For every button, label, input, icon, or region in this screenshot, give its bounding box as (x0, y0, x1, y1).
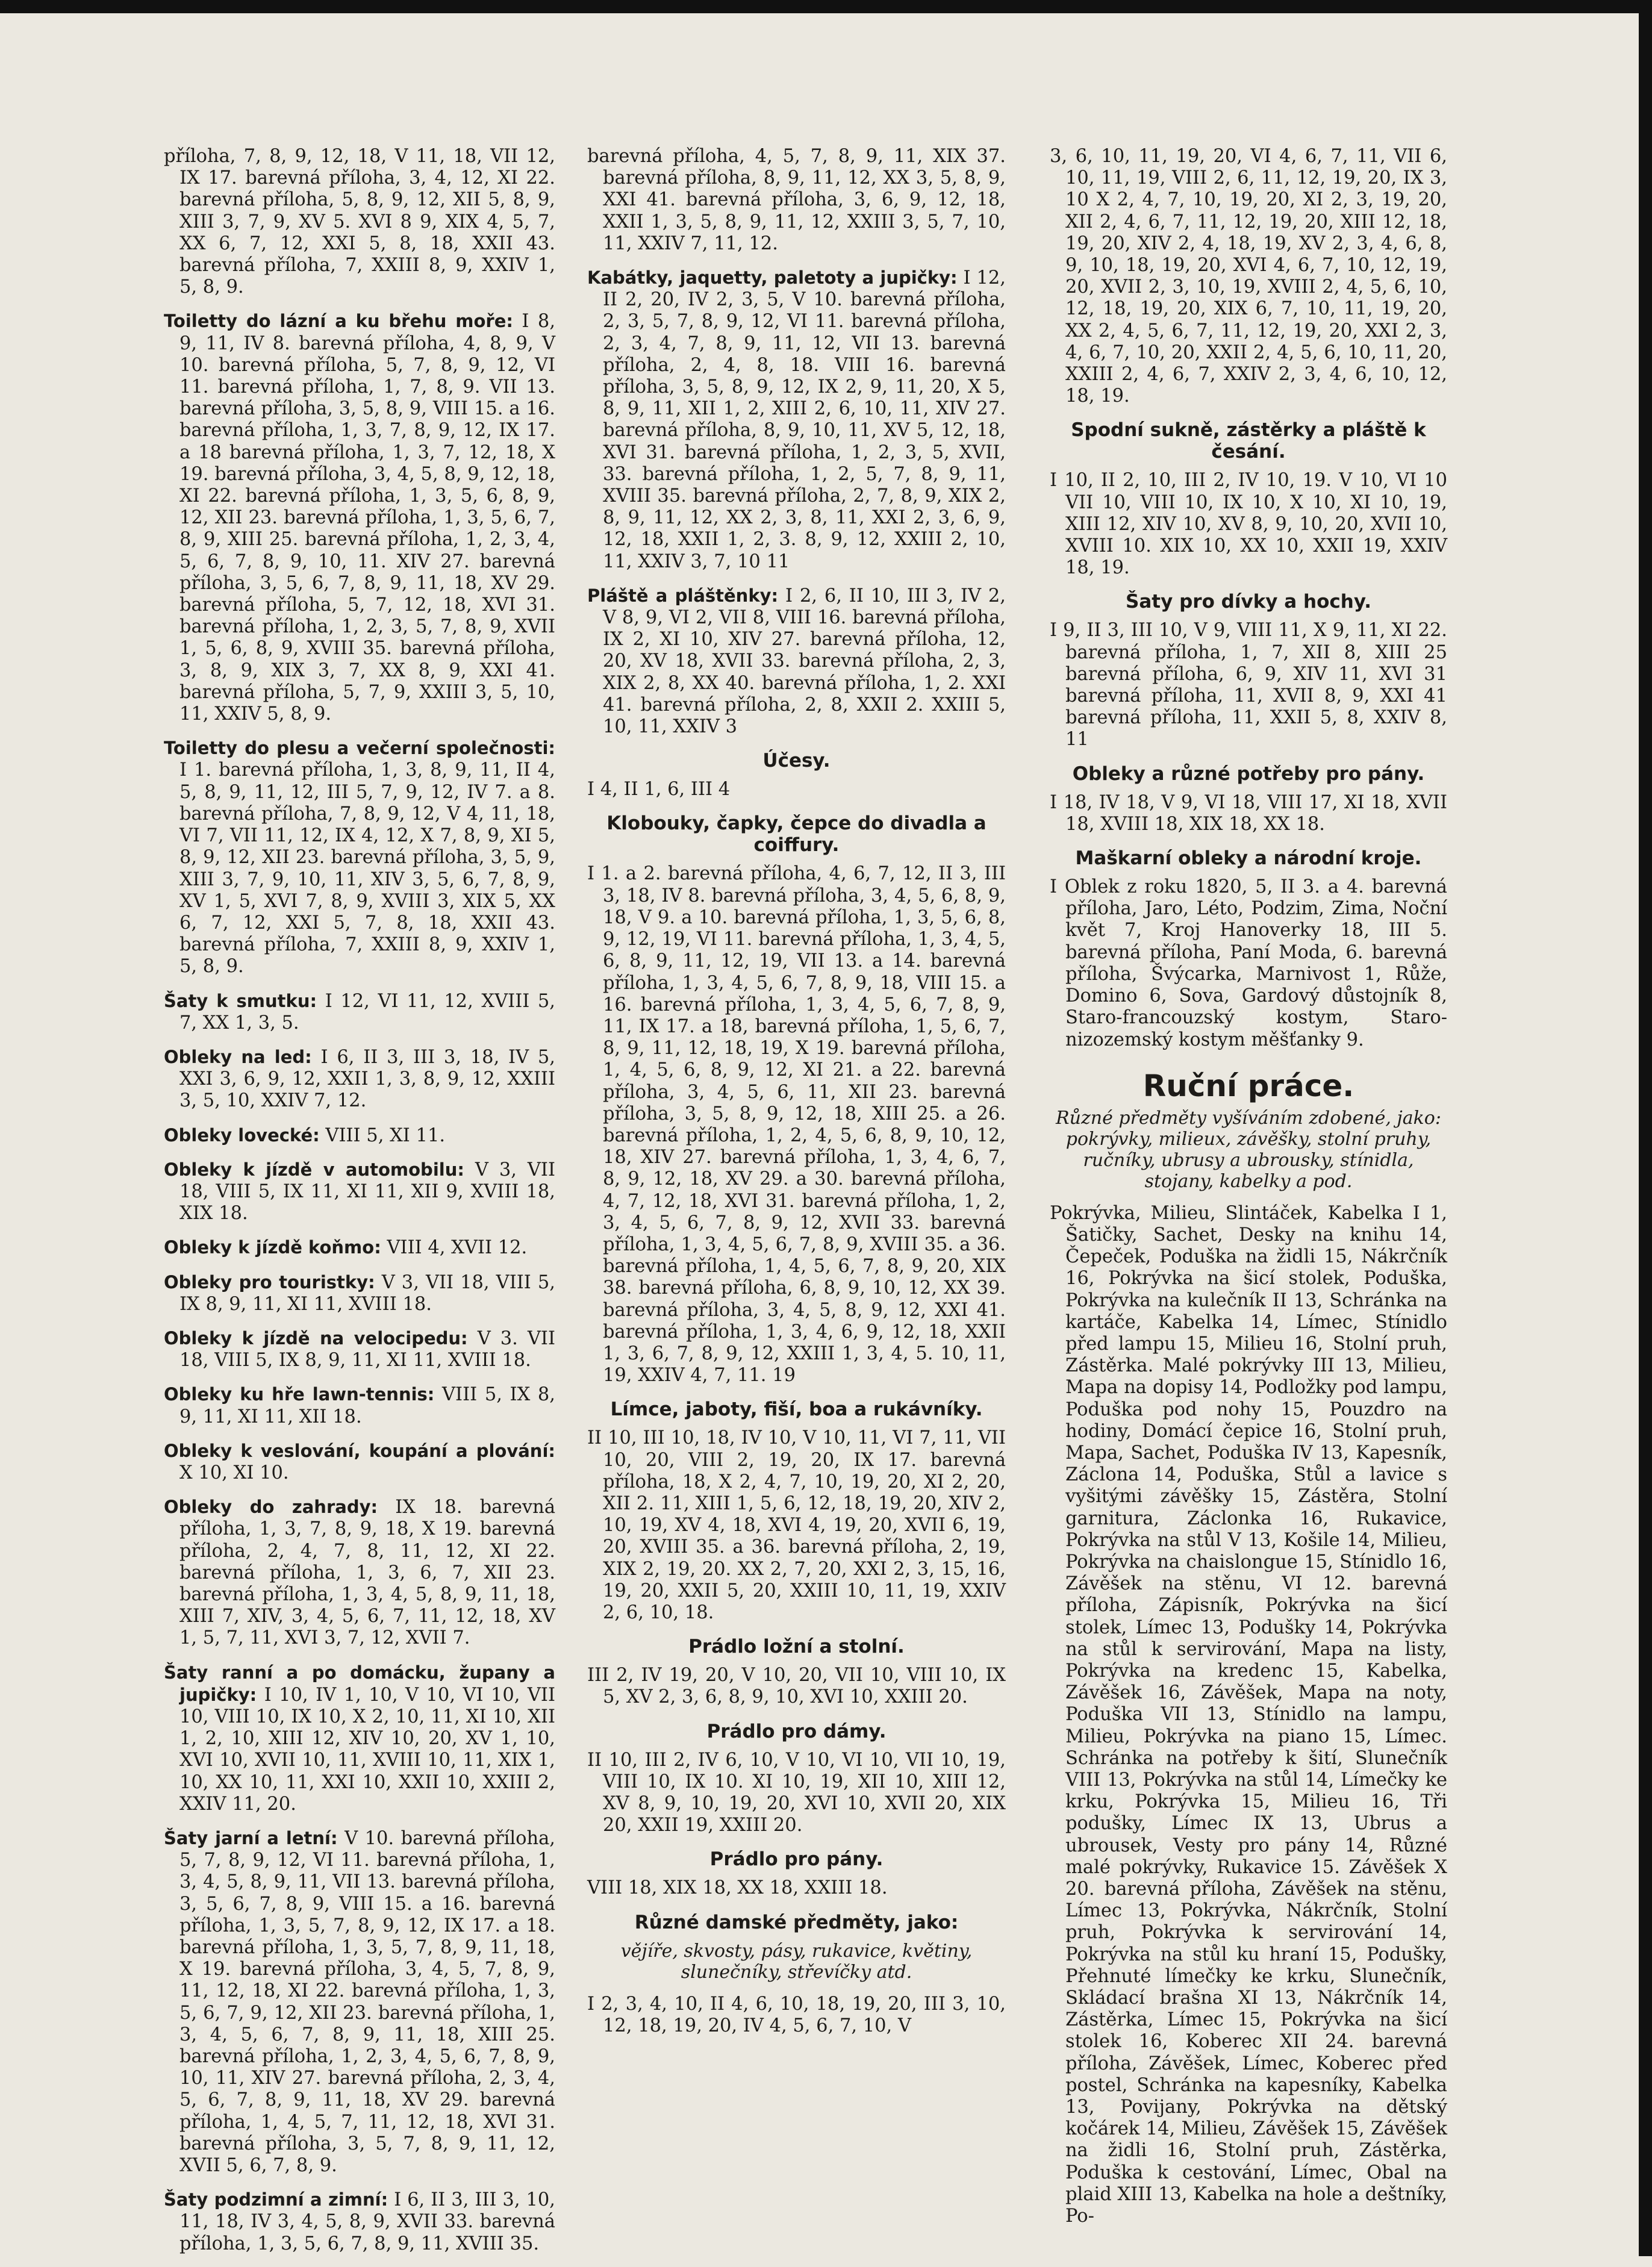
section-description: vějíře, skvosty, pásy, rukavice, květiny, slunečníky, střevíčky atd. (620, 1940, 973, 1983)
index-entry: Obleky lovecké: VIII 5, XI 11. (164, 1124, 446, 1146)
entry-heading: Obleky pro touristky: (164, 1271, 375, 1293)
section-heading: Prádlo pro pány. (709, 1848, 884, 1871)
index-column-2 (587, 146, 1006, 2049)
entry-heading: Šaty ranní a po domácku, župany a jupičky: (164, 1662, 555, 1705)
entry-heading: Obleky k jízdě na velocipedu: (164, 1327, 468, 1349)
index-entry: Toiletty do lázní a ku břehu moře: I 8, 9, 11, IV 8. barevná příloha, 4, 8, 9, V 10. barevná příloha, 5, 7, 8, 9, 12, VI 11. barevná příloha, 1, 7, 8, 9. VII 13. barevná příloha, 3, 5, 8, 9, VIII 15. a 16. barevná příloha, 1, 3, 7, 8, 9, 12, IX 17. a 18 barevná příloha, 1, 3, 7, 12, 18, X 19. barevná příloha, 3, 4, 5, 8, 9, 12, 18, XI 22. barevná příloha, 1, 3, 5, 6, 8, 9, 12, XII 23. barevná příloha, 1, 3, 5, 6, 7, 8, 9, XIII 25. barevná příloha, 1, 2, 3, 4, 5, 6, 7, 8, 9, 10, 11. XIV 27. barevná příloha, 3, 5, 6, 7, 8, 9, 11, 18, XV 29. barevná příloha, 5, 7, 12, 18, XVI 31. barevná příloha, 1, 2, 3, 5, 7, 8, 9, XVII 1, 5, 6, 8, 9, XVIII 35. barevná příloha, 3, 8, 9, XIX 3, 7, XX 8, 9, XXI 41. barevná příloha, 5, 7, 9, XXIII 3, 5, 10, 11, XXIV 5, 8, 9. (164, 311, 556, 725)
section-heading: Účesy. (762, 750, 831, 772)
entry-heading: Toiletty do plesu a večerní společnosti: (164, 738, 555, 759)
index-entry: Šaty jarní a letní: V 10. barevná příloha, 5, 7, 8, 9, 12, VI 11. barevná příloha, 1, 3, 4, 5, 8, 9, 11, VII 13. barevná příloha, 3, 5, 6, 7, 8, 9, VIII 15. a 16. barevná příloha, 1, 3, 5, 7, 8, 9, 12, IX 17. a 18. barevná příloha, 1, 3, 5, 7, 8, 9, 11, 18, X 19. barevná příloha, 3, 4, 5, 7, 8, 9, 11, 12, 18, XI 22. barevná příloha, 1, 3, 5, 6, 7, 9, 12, XII 23. barevná příloha, 1, 3, 4, 5, 6, 7, 8, 9, 11, 18, XIII 25. barevná příloha, 1, 2, 3, 4, 5, 6, 7, 8, 9, 10, 11, XIV 27. barevná příloha, 2, 3, 4, 5, 6, 7, 8, 9, 11, 18, XV 29. barevná příloha, 1, 4, 5, 7, 11, 12, 18, XVI 31. barevná příloha, 3, 5, 7, 8, 9, 11, 12, XVII 5, 6, 7, 8, 9. (164, 1828, 556, 2177)
index-entry: Pokrývka, Milieu, Slintáček, Kabelka I 1, Šatičky, Sachet, Desky na knihu 14, Čepeček, Poduška na židli 15, Nákrčník 16, Pokrývka na šicí stolek, Poduška, Pokrývka na kulečník II 13, Schránka na kartáče, Kabelka 14, Límec, Stínidlo před lampu 15, Milieu 16, Stolní pruh, Zástěrka. Malé pokrývky III 13, Milieu, Mapa na dopisy 14, Podložky pod lampu, Poduška pod nohy 15, Pouzdro na hodiny, Domácí čepice 16, Stolní pruh, Mapa, Sachet, Poduška IV 13, Kapesník, Záclona 14, Poduška, Stůl a lavice s vyšitými závěšky 15, Zástěra, Stolní garnitura, Záclonka 16, Rukavice, Pokrývka na stůl V 13, Košile 14, Milieu, Pokrývka na chaislongue 15, Stínidlo 16, Závěšek na stěnu, VI 12. barevná příloha, Zápisník, Pokrývka na šicí stolek, Límec 13, Podušky 14, Pokrývka na stůl k servirování, Mapa na listy, Pokrývka na kredenc 15, Kabelka, Závěšek 16, Závěšek, Mapa na noty, Poduška VII 13, Stínidlo na lampu, Milieu, Pokrývka na piano 15, Límec. Schránka na potřeby k šití, Slunečník VIII 13, Pokrývka na stůl 14, Límečky ke krku, Pokrývka 15, Milieu 16, Tři podušky, Límec IX 13, Ubrus a ubrousek, Vesty pro pány 14, Různé malé pokrývky, Rukavice 15. Závěšek X 20. barevná příloha, Závěšek na stěnu, Límec 13, Pokrývka, Nákrčník, Stolní pruh, Pokrývka k servirování 14, Pokrývka na stůl ku hraní 15, Podušky, Přehnuté límečky ke krku, Slunečník, Skládací brašna XI 13, Nákrčník 14, Zástěrka, Límec 15, Pokrývka na šicí stolek 16, Koberec XII 24. barevná příloha, Závěšek, Límec, Koberec před postel, Schránka na kapesníky, Kabelka 13, Povijany, Pokrývka na dětský kočárek 14, Milieu, Závěšek 15, Závěšek na židli 16, Stolní pruh, Zástěrka, Poduška k cestování, Límec, Obal na plaid XIII 13, Kabelka na hole a deštníky, Po- (1050, 1202, 1447, 2227)
index-entry: Pláště a pláštěnky: I 2, 6, II 10, III 3, IV 2, V 8, 9, VI 2, VII 8, VIII 16. barevná příloha, IX 2, XI 10, XIV 27. barevná příloha, 12, 20, XV 18, XVII 33. barevná příloha, 2, 3, XIX 2, 8, XX 40. barevná příloha, 1, 2. XXI 41. barevná příloha, 2, 8, XXII 2. XXIII 5, 10, 11, XXIV 3 (587, 585, 1006, 738)
index-entry: I 1. a 2. barevná příloha, 4, 6, 7, 12, II 3, III 3, 18, IV 8. barevná příloha, 3, 4, 5, 6, 8, 9, 18, V 9. a 10. barevná příloha, 1, 3, 5, 6, 8, 9, 12, 19, VI 11. barevná příloha, 1, 3, 4, 5, 6, 8, 9, 11, 12, 19, VII 13. a 14. barevná příloha, 1, 3, 4, 5, 6, 7, 8, 9, 18, VIII 15. a 16. barevná příloha, 1, 3, 4, 5, 6, 7, 8, 9, 11, IX 17. a 18, barevná příloha, 1, 5, 6, 7, 8, 9, 11, 12, 18, 19, X 19. barevná příloha, 1, 4, 5, 6, 8, 9, 12, XI 21. a 22. barevná příloha, 3, 4, 5, 6, 11, XII 23. barevná příloha, 3, 5, 8, 9, 12, 18, XIII 25. a 26. barevná příloha, 1, 2, 4, 5, 6, 8, 9, 10, 12, 18, XIV 27. barevná příloha, 1, 3, 4, 6, 7, 8, 9, 12, 18, XV 29. a 30. barevná příloha, 4, 7, 12, 18, XVI 31. barevná příloha, 1, 2, 3, 4, 5, 6, 7, 8, 9, 12, XVII 33. barevná příloha, 1, 3, 4, 5, 6, 7, 8, 9, XVIII 35. a 36. barevná příloha, 1, 4, 5, 6, 7, 8, 9, 20, XIX 38. barevná příloha, 6, 8, 9, 10, 12, XX 39. barevná příloha, 3, 4, 5, 8, 9, 12, XXI 41. barevná příloha, 1, 3, 4, 6, 9, 12, 18, XXII 1, 3, 6, 7, 8, 9, 12, XXIII 1, 3, 4, 5. 10, 11, 19, XXIV 4, 7, 11. 19 (587, 863, 1006, 1386)
section-heading: Spodní sukně, zástěrky a pláště k česání. (1071, 419, 1426, 463)
index-entry: Obleky na led: I 6, II 3, III 3, 18, IV 5, XXI 3, 6, 9, 12, XXII 1, 3, 8, 9, 12, XXIII 3, 5, 10, XXIV 7, 12. (164, 1046, 555, 1112)
index-entry: Šaty podzimní a zimní: I 6, II 3, III 3, 10, 11, 18, IV 3, 4, 5, 8, 9, XVII 33. barevná příloha, 1, 3, 5, 6, 7, 8, 9, 11, XVIII 35. (164, 2189, 555, 2254)
section-heading: Obleky a různé potřeby pro pány. (1072, 762, 1425, 785)
chapter-description: Různé předměty vyšíváním zdobené, jako: pokrývky, milieux, závěšky, stolní pruhy, ručníky, ubrusy a ubrousky, stínidla, stojany, kabelky a pod. (1056, 1107, 1441, 1192)
index-entry: II 10, III 2, IV 6, 10, V 10, VI 10, VII 10, 19, VIII 10, IX 10. XI 10, 19, XII 10, XIII 12, XV 8, 9, 10, 19, 20, XVI 10, XVII 20, XIX 20, XXII 19, XXIII 20. (587, 1749, 1006, 1836)
index-entry: Kabátky, jaquetty, paletoty a jupičky: I 12, II 2, 20, IV 2, 3, 5, V 10. barevná příloha, 2, 3, 5, 7, 8, 9, 12, VI 11. barevná příloha, 2, 3, 4, 7, 8, 9, 11, 12, VII 13. barevná příloha, 2, 4, 8, 18. VIII 16. barevná příloha, 3, 5, 8, 9, 12, IX 2, 9, 11, 20, X 5, 8, 9, 11, XII 1, 2, XIII 2, 6, 10, 11, XIV 27. barevná příloha, 8, 9, 10, 11, XV 5, 12, 18, XVI 31. barevná příloha, 1, 2, 3, 5, XVII, 33. barevná příloha, 1, 2, 5, 7, 8, 9, 11, XVIII 35. barevná příloha, 2, 7, 8, 9, XIX 2, 8, 9, 11, 12, XX 2, 3, 8, 11, XXI 2, 3, 6, 9, 12, 18, XXII 1, 2, 3. 8, 9, 12, XXIII 2, 10, 11, XXIV 3, 7, 10 11 (587, 267, 1006, 572)
entry-heading: Obleky k jízdě v automobilu: (164, 1159, 464, 1180)
entry-heading: Obleky ku hře lawn-tennis: (164, 1384, 435, 1405)
index-entry: barevná příloha, 4, 5, 7, 8, 9, 11, XIX 37. barevná příloha, 8, 9, 11, 12, XX 3, 5, 8, 9, XXI 41. barevná příloha, 3, 6, 9, 12, 18, XXII 1, 3, 5, 8, 9, 11, 12, XXIII 3, 5, 7, 10, 11, XXIV 7, 11, 12. (587, 146, 1006, 254)
entry-heading: Obleky k jízdě koňmo: (164, 1237, 381, 1258)
index-entry: III 2, IV 19, 20, V 10, 20, VII 10, VIII 10, IX 5, XV 2, 3, 6, 8, 9, 10, XVI 10, XXIII 20. (587, 1665, 1006, 1708)
index-entry: Obleky pro touristky: V 3, VII 18, VIII 5, IX 8, 9, 11, XI 11, XVIII 18. (164, 1271, 555, 1315)
entry-heading: Obleky do zahrady: (164, 1497, 378, 1518)
index-entry: I Oblek z roku 1820, 5, II 3. a 4. barevná příloha, Jaro, Léto, Podzim, Zima, Noční květ 7, Kroj Hanoverky 18, III 5. barevná příloha, Paní Moda, 6. barevná příloha, Švýcarka, Marnivost 1, Růže, Domino 6, Sova, Gardový důstojník 8, Staro-francouzský kostym, Staro-nizozemský kostym měšťanky 9. (1050, 876, 1447, 1050)
section-heading: Prádlo ložní a stolní. (688, 1636, 905, 1658)
entry-heading: Toiletty do lázní a ku břehu moře: (164, 311, 513, 332)
index-column-3 (1050, 146, 1447, 2239)
entry-heading: Obleky k veslování, koupání a plování: (164, 1440, 555, 1461)
entry-heading: Pláště a pláštěnky: (587, 585, 779, 606)
entry-heading: Kabátky, jaquetty, paletoty a jupičky: (587, 267, 958, 288)
entry-heading: Šaty jarní a letní: (164, 1828, 338, 1849)
index-entry: Obleky k jízdě v automobilu: V 3, VII 18, VIII 5, IX 11, XI 11, XII 9, XVIII 18, XIX 18. (164, 1159, 556, 1224)
chapter-title: Ruční práce. (1142, 1068, 1354, 1103)
index-entry: 3, 6, 10, 11, 19, 20, VI 4, 6, 7, 11, VII 6, 10, 11, 19, VIII 2, 6, 11, 12, 19, 20, IX 3, 10 X 2, 4, 7, 10, 19, 20, XI 2, 3, 19, 20, XII 2, 4, 6, 7, 11, 12, 19, 20, XIII 12, 18, 19, 20, XIV 2, 4, 18, 19, XV 2, 3, 4, 6, 8, 9, 10, 18, 19, 20, XVI 4, 6, 7, 10, 12, 19, 20, XVII 2, 3, 10, 19, XVIII 2, 4, 5, 6, 10, 12, 18, 19, 20, XIX 6, 7, 10, 11, 19, 20, XX 2, 4, 5, 6, 7, 11, 12, 19, 20, XXI 2, 3, 4, 6, 7, 10, 20, XXII 2, 4, 5, 6, 10, 11, 20, XXIII 2, 4, 6, 7, XXIV 2, 3, 4, 6, 10, 12, 18, 19. (1050, 146, 1447, 407)
section-heading: Šaty pro dívky a hochy. (1126, 591, 1371, 613)
index-entry: Obleky k jízdě koňmo: VIII 4, XVII 12. (164, 1237, 528, 1259)
entry-heading: Šaty k smutku: (164, 990, 317, 1011)
index-entry: Obleky k veslování, koupání a plování: X 10, XI 10. (164, 1440, 555, 1483)
scan-top-border (0, 0, 1652, 13)
index-entry: Obleky ku hře lawn-tennis: VIII 5, IX 8, 9, 11, XI 11, XII 18. (164, 1384, 556, 1427)
index-entry: I 2, 3, 4, 10, II 4, 6, 10, 18, 19, 20, III 3, 10, 12, 18, 19, 20, IV 4, 5, 6, 7, 10, V (587, 1993, 1006, 2036)
index-entry: příloha, 7, 8, 9, 12, 18, V 11, 18, VII 12, IX 17. barevná příloha, 3, 4, 12, XI 22. barevná příloha, 5, 8, 9, 12, XII 5, 8, 9, XIII 3, 7, 9, XV 5. XVI 8 9, XIX 4, 5, 7, XX 6, 7, 12, XXI 5, 8, 18, XXII 43. barevná příloha, 7, XXIII 8, 9, XXIV 1, 5, 8, 9. (164, 146, 555, 298)
index-entry: I 9, II 3, III 10, V 9, VIII 11, X 9, 11, XI 22. barevná příloha, 1, 7, XII 8, XIII 25 barevná příloha, 6, 9, XIV 11, XVI 31 barevná příloha, 11, XVII 8, 9, XXI 41 barevná příloha, 11, XXII 5, 8, XXIV 8, 11 (1050, 620, 1447, 750)
section-heading: Límce, jaboty, fiší, boa a rukávníky. (610, 1399, 983, 1421)
index-column-1 (164, 146, 555, 2267)
index-entry: I 18, IV 18, V 9, VI 18, VIII 17, XI 18, XVII 18, XVIII 18, XIX 18, XX 18. (1050, 791, 1447, 835)
index-entry: I 4, II 1, 6, III 4 (587, 779, 731, 800)
index-entry: Šaty k smutku: I 12, VI 11, 12, XVIII 5, 7, XX 1, 3, 5. (164, 990, 556, 1034)
section-heading: Maškarní obleky a národní kroje. (1075, 847, 1422, 870)
index-entry: VIII 18, XIX 18, XX 18, XXIII 18. (587, 1877, 888, 1899)
index-entry: I 10, II 2, 10, III 2, IV 10, 19. V 10, VI 10 VII 10, VIII 10, IX 10, X 10, XI 10, 19, XIII 12, XIV 10, XV 8, 9, 10, 20, XVII 10, XVIII 10. XIX 10, XX 10, XXII 19, XXIV 18, 19. (1050, 470, 1447, 579)
index-entry: II 10, III 10, 18, IV 10, V 10, 11, VI 7, 11, VII 10, 20, VIII 2, 19, 20, IX 17. barevná příloha, 18, X 2, 4, 7, 10, 19, 20, XI 2, 20, XII 2. 11, XIII 1, 5, 6, 12, 18, 19, 20, XIV 2, 10, 19, XV 4, 18, XVI 4, 19, 20, XVII 6, 19, 20, XVIII 35. a 36. barevná příloha, 2, 19, XIX 2, 19, 20. XX 2, 7, 20, XXI 2, 3, 15, 16, 19, 20, XXII 5, 20, XXIII 10, 11, 19, XXIV 2, 6, 10, 18. (587, 1427, 1006, 1623)
section-heading: Prádlo pro dámy. (706, 1720, 887, 1742)
index-entry: Toiletty do plesu a večerní společnosti: I 1. barevná příloha, 1, 3, 8, 9, 11, II 4, 5, 8, 9, 11, 12, III 5, 7, 9, 12, IV 7. a 8. barevná příloha, 7, 8, 9, 12, V 4, 11, 18, VI 7, VII 11, 12, IX 4, 12, X 7, 8, 9, XI 5, 8, 9, 12, XII 23. barevná příloha, 3, 5, 9, XIII 3, 7, 9, 10, 11, XIV 3, 5, 6, 7, 8, 9, XV 1, 5, XVI 7, 8, 9, XVIII 3, XIX 5, XX 6, 7, 12, XXI 5, 7, 8, 18, XXII 43. barevná příloha, 7, XXIII 8, 9, XXIV 1, 5, 8, 9. (164, 738, 555, 978)
entry-heading: Šaty podzimní a zimní: (164, 2189, 388, 2210)
section-heading: Klobouky, čapky, čepce do divadla a coiffury. (606, 812, 987, 856)
index-entry: Obleky k jízdě na velocipedu: V 3. VII 18, VIII 5, IX 8, 9, 11, XI 11, XVIII 18. (164, 1327, 556, 1371)
section-heading: Různé damské předměty, jako: (634, 1911, 959, 1933)
index-entry: Šaty ranní a po domácku, župany a jupičky: I 10, IV 1, 10, V 10, VI 10, VII 10, VIII 10, IX 10, X 2, 10, 11, XI 10, XII 1, 2, 10, XIII 12, XIV 10, 20, XV 1, 10, XVI 10, XVII 10, 11, XVIII 10, 11, XIX 1, 10, XX 10, 11, XXI 10, XXII 10, XXIII 2, XXIV 11, 20. (164, 1662, 555, 1815)
scan-right-border (1639, 0, 1652, 2256)
entry-heading: Obleky na led: (164, 1046, 312, 1067)
index-entry: Obleky do zahrady: IX 18. barevná příloha, 1, 3, 7, 8, 9, 18, X 19. barevná příloha, 2, 4, 7, 8, 11, 12, XI 22. barevná příloha, 1, 3, 6, 7, XII 23. barevná příloha, 1, 3, 4, 5, 8, 9, 11, 18, XIII 7, XIV, 3, 4, 5, 6, 7, 11, 12, 18, XV 1, 5, 7, 11, XVI 3, 7, 12, XVII 7. (164, 1497, 556, 1649)
entry-heading: Obleky lovecké: (164, 1124, 320, 1146)
